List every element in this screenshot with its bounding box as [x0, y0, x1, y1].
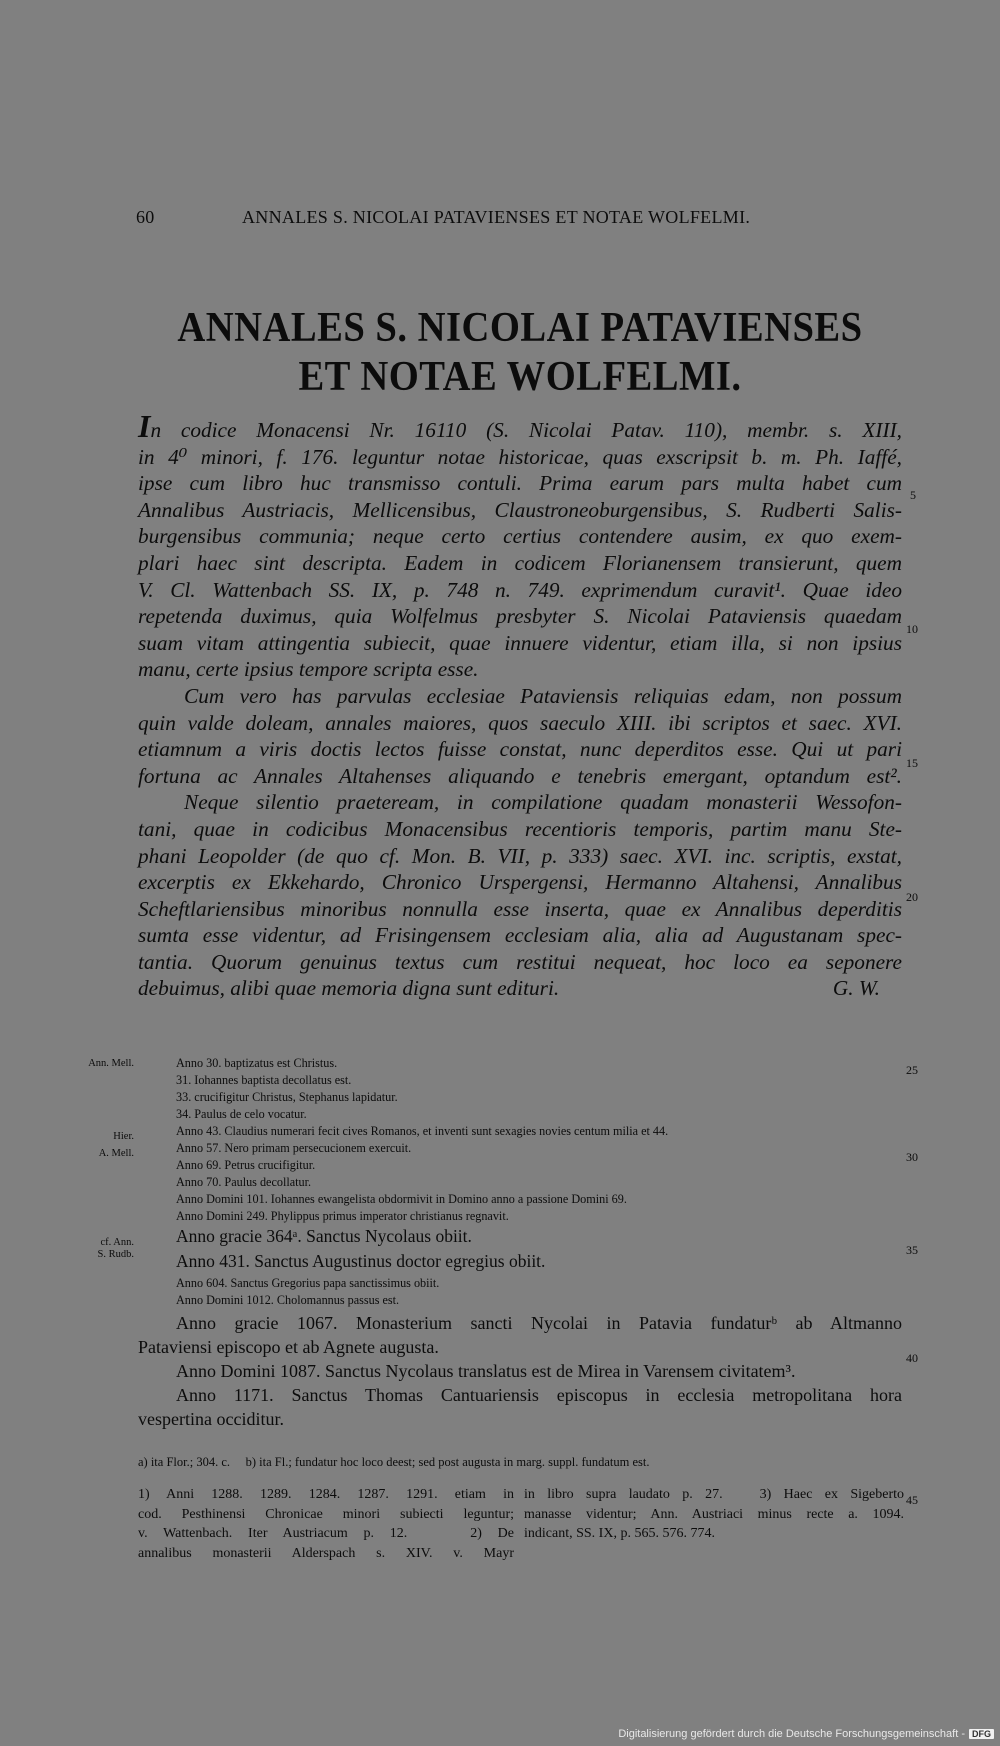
intro-line: etiamnum a viris doctis lectos fuisse constat, nunc deperditos esse. Qui ut pari — [138, 737, 902, 762]
intro-line: Neque silentio praeteream, in compilatione quadam monasterii Wessofon- — [184, 790, 902, 815]
drop-cap: I — [138, 408, 151, 444]
running-header — [130, 207, 900, 229]
page-title-line-2: ET NOTAE WOLFELMI. — [298, 354, 742, 400]
intro-line: burgensibus communia; neque certo certius contendere ausim, ex quo exem- — [138, 524, 902, 549]
annal-entry: vespertina occiditur. — [138, 1409, 284, 1429]
margin-note: A. Mell. — [98, 1148, 134, 1159]
annal-entry: Anno gracie 364ᵃ. Sanctus Nycolaus obiit. — [176, 1226, 472, 1246]
running-title: ANNALES S. NICOLAI PATAVIENSES ET NOTAE WOLFELMI. — [242, 207, 751, 227]
line-number: 40 — [906, 1351, 918, 1365]
annal-entry: Anno gracie 1067. Monasterium sancti Nycolai in Patavia fundaturᵇ ab Altmanno — [176, 1313, 902, 1333]
annal-entry: 33. crucifigitur Christus, Stephanus lapidatur. — [176, 1090, 398, 1104]
digitization-credit-bar — [0, 1728, 1000, 1746]
margin-note: Hier. — [113, 1131, 134, 1142]
intro-line: V. Cl. Wattenbach SS. IX, p. 748 n. 749. exprimendum curavit¹. Quae ideo — [138, 577, 902, 602]
intro-line: repetenda duximus, quia Wolfelmus presbyter S. Nicolai Pataviensis quaedam — [138, 604, 902, 629]
intro-line: n codice Monacensi Nr. 16110 (S. Nicolai Patav. 110), membr. s. XIII, — [150, 418, 902, 442]
annal-entry: Anno 604. Sanctus Gregorius papa sanctissimus obiit. — [176, 1276, 440, 1290]
line-number: 5 — [910, 488, 916, 502]
footnotes-column-2 — [524, 1485, 904, 1544]
intro-text — [138, 408, 902, 1002]
footnote-line: in libro supra laudato p. 27. 3) Haec ex Sigeberto — [524, 1487, 904, 1502]
intro-line: sumta esse videntur, ad Frisingensem ecclesiam alia, alia ad Augustanam spec- — [138, 923, 902, 948]
annal-entry: Anno 69. Petrus crucifigitur. — [176, 1158, 316, 1172]
annal-entry: Anno Domini 249. Phylippus primus imperator christianus regnavit. — [176, 1209, 509, 1223]
annal-entry: Anno Domini 101. Iohannes ewangelista obdormivit in Domino anno a passione Domini 69. — [176, 1192, 627, 1206]
intro-line: fortuna ac Annales Altahenses aliquando e tenebris emergant, optandum est². — [138, 763, 902, 788]
footnote-line: indicant, SS. IX, p. 565. 576. 774. — [524, 1526, 715, 1541]
intro-line: excerptis ex Ekkehardo, Chronico Urspergensi, Hermanno Altahensi, Annalibus — [138, 870, 902, 895]
annal-entry: Anno 43. Claudius numerari fecit cives Romanos, et inventi sunt sexagies novies centum milia et 44. — [176, 1124, 669, 1138]
line-number: 15 — [906, 756, 918, 770]
margin-note: cf. Ann. — [100, 1237, 134, 1248]
intro-line: Scheftlariensibus minoribus nonnulla esse inserta, quae ex Annalibus deperditis — [138, 896, 902, 921]
line-number: 30 — [906, 1150, 918, 1164]
line-number: 25 — [906, 1063, 918, 1077]
annal-entry: Anno 431. Sanctus Augustinus doctor egregius obiit. — [176, 1251, 546, 1271]
page-title-line-1: ANNALES S. NICOLAI PATAVIENSES — [177, 305, 863, 351]
annal-entry: 34. Paulus de celo vocatur. — [176, 1107, 307, 1121]
footnote-line: annalibus monasterii Alderspach s. XIV. v. Mayr — [138, 1545, 514, 1561]
margin-note: Ann. Mell. — [88, 1058, 134, 1069]
intro-line: debuimus, alibi quae memoria digna sunt edituri. — [138, 976, 560, 1001]
footnote-line: manasse videntur; Ann. Austriaci minus recte a. 1094. — [524, 1506, 904, 1522]
line-number: 45 — [906, 1493, 918, 1507]
line-number: 20 — [906, 890, 918, 904]
intro-line: Annalibus Austriacis, Mellicensibus, Claustroneoburgensibus, S. Rudberti Salis- — [138, 497, 902, 522]
footnote-line: v. Wattenbach. Iter Austriacum p. 12. 2) De — [138, 1526, 514, 1541]
critical-apparatus: a) ita Flor.; 304. c. b) ita Fl.; fundatur hoc loco deest; sed post augusta in marg. suppl. fundatum est. — [138, 1455, 650, 1469]
intro-line: suam vitam attingentia subiecit, quae innuere videntur, etiam illa, si non ipsius — [138, 630, 902, 655]
dfg-logo[interactable]: DFG — [969, 1729, 994, 1739]
annal-entry: Anno Domini 1087. Sanctus Nycolaus translatus est de Mirea in Varensem civitatem³. — [176, 1361, 796, 1381]
signature: G. W. — [832, 976, 880, 1001]
annal-block — [138, 1311, 902, 1431]
intro-line: quin valde doleam, annales maiores, quos saeculo XIII. ibi scriptos et saec. XVI. — [138, 710, 902, 735]
intro-line: Cum vero has parvulas ecclesiae Pataviensis reliquias edam, non possum — [184, 683, 902, 708]
page-number: 60 — [136, 207, 155, 227]
annal-entry: Anno 57. Nero primam persecucionem exercuit. — [176, 1141, 412, 1155]
footnote-line: 1) Anni 1288. 1289. 1284. 1287. 1291. etiam in — [138, 1487, 514, 1502]
credit-text: Digitalisierung gefördert durch die Deutsche Forschungsgemeinschaft - — [618, 1728, 965, 1740]
annal-entry: Anno Domini 1012. Cholomannus passus est. — [176, 1293, 400, 1307]
line-number: 10 — [906, 622, 918, 636]
annal-entry: Anno 1171. Sanctus Thomas Cantuariensis episcopus in ecclesia metropolitana hora — [176, 1385, 902, 1405]
margin-note: S. Rudb. — [97, 1249, 134, 1260]
intro-line: ipse cum libro huc transmisso contuli. Prima earum pars multa habet cum — [138, 471, 902, 496]
intro-line: plari haec sint descripta. Eadem in codicem Florianensem transierunt, quem — [138, 550, 902, 575]
annal-entry: 31. Iohannes baptista decollatus est. — [176, 1073, 352, 1087]
footnotes-column-1 — [138, 1485, 514, 1563]
line-number: 35 — [906, 1243, 918, 1257]
intro-line: tantia. Quorum genuinus textus cum restitui nequeat, hoc loco ea seponere — [138, 949, 902, 974]
annal-entry: Anno 70. Paulus decollatur. — [176, 1175, 312, 1189]
digitization-credit — [618, 1728, 994, 1740]
intro-line: in 4⁰ minori, f. 176. leguntur notae historicae, quas exscripsit b. m. Ph. Iaffé, — [138, 444, 902, 469]
intro-line: phani Leopolder (de quo cf. Mon. B. VII, p. 333) saec. XVI. inc. scriptis, exstat, — [138, 843, 902, 868]
footnote-line: cod. Pesthinensi Chronicae minori subiecti leguntur; — [138, 1506, 514, 1522]
intro-line: tani, quae in codicibus Monacensibus recentioris temporis, partim manu Ste- — [138, 816, 902, 841]
intro-line: manu, certe ipsius tempore scripta esse. — [138, 657, 479, 682]
annal-entry: Anno 30. baptizatus est Christus. — [176, 1056, 338, 1070]
annal-entry: Pataviensi episcopo et ab Agnete augusta. — [138, 1337, 439, 1357]
